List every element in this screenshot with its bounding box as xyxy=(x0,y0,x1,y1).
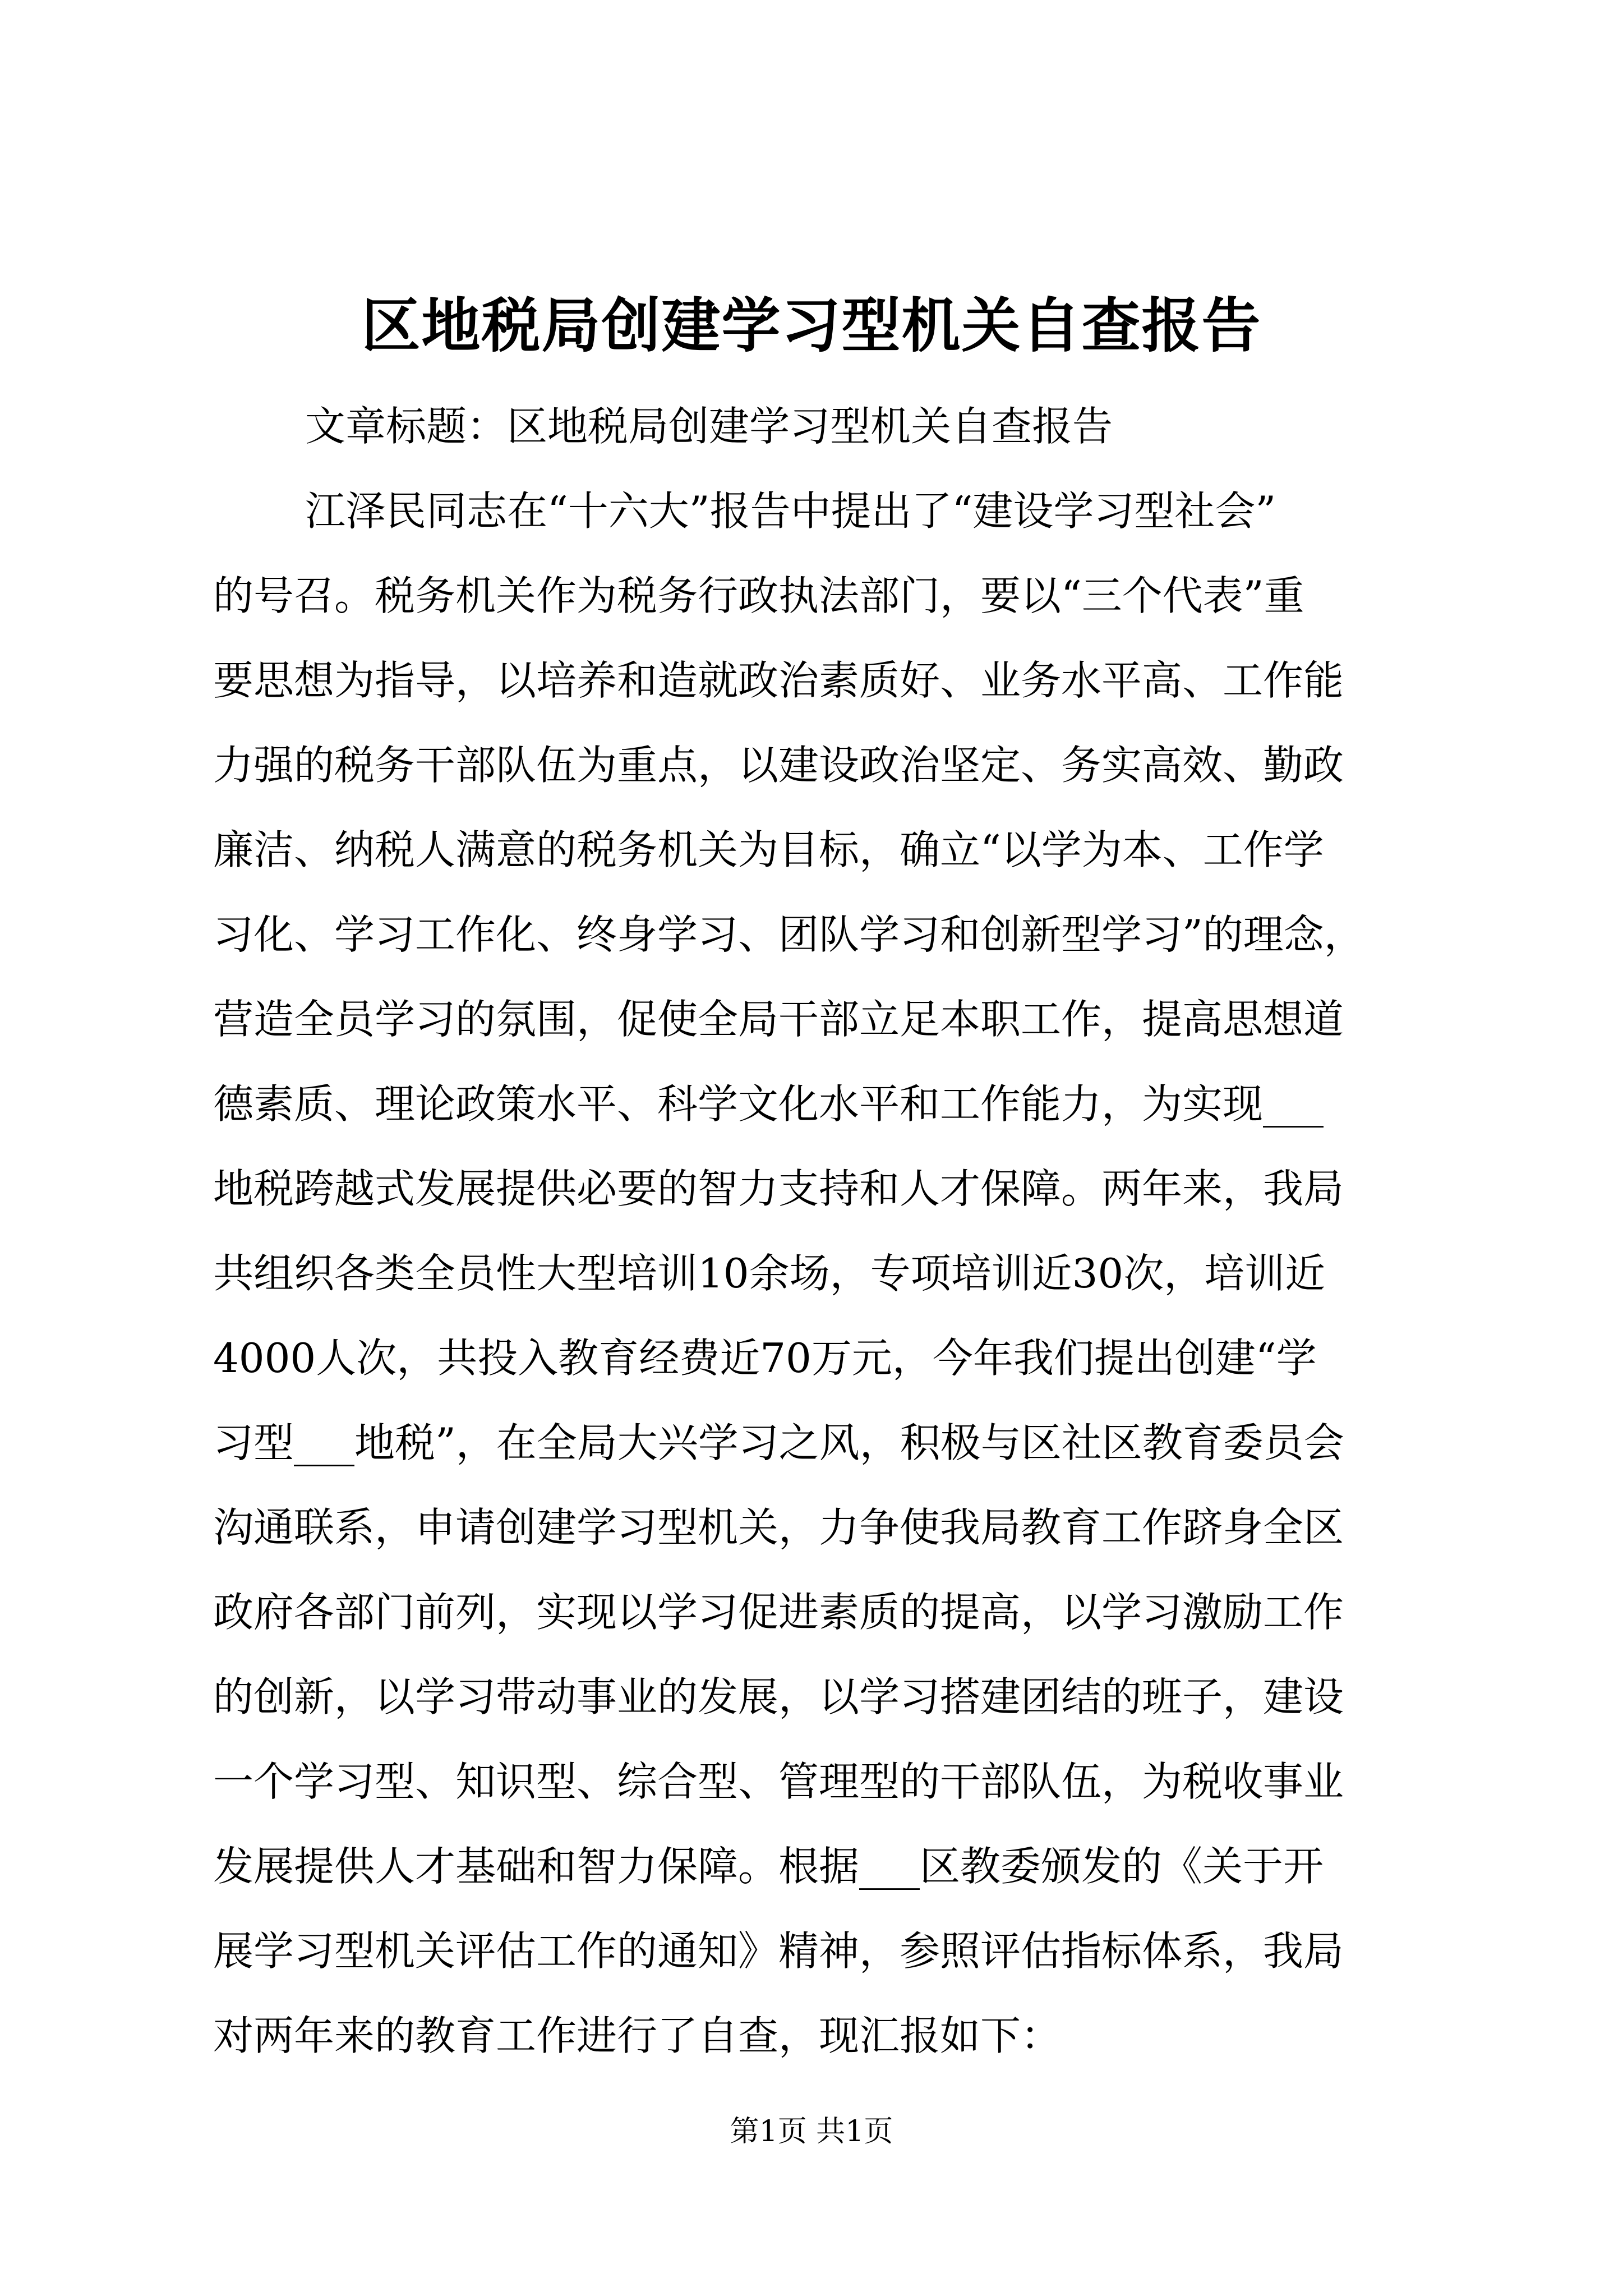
paragraph-line: 展学习型机关评估工作的通知》精神，参照评估指标体系，我局 xyxy=(213,1927,1344,1975)
paragraph-line: 地税跨越式发展提供必要的智力支持和人才保障。两年来，我局 xyxy=(213,1165,1344,1212)
paragraph-line: 一个学习型、知识型、综合型、管理型的干部队伍，为税收事业 xyxy=(213,1758,1344,1805)
page-number-footer: 第1页 共1页 xyxy=(730,2115,893,2148)
paragraph-line: 对两年来的教育工作进行了自查，现汇报如下： xyxy=(213,2012,1062,2059)
paragraph-line: 的号召。税务机关作为税务行政执法部门，要以“三个代表”重 xyxy=(213,572,1304,619)
paragraph-line: 江泽民同志在“十六大”报告中提出了“建设学习型社会” xyxy=(305,487,1276,535)
document-body xyxy=(213,384,1424,2078)
paragraph-line: 廉洁、纳税人满意的税务机关为目标，确立“以学为本、工作学 xyxy=(213,826,1324,873)
paragraph-line: 的创新，以学习带动事业的发展，以学习搭建团结的班子，建设 xyxy=(213,1673,1344,1720)
paragraph-line: 营造全员学习的氛围，促使全局干部立足本职工作，提高思想道 xyxy=(213,996,1344,1043)
paragraph-line: 力强的税务干部队伍为重点，以建设政治坚定、务实高效、勤政 xyxy=(213,742,1344,789)
paragraph-line: 习型___地税”，在全局大兴学习之风，积极与区社区教育委员会 xyxy=(213,1419,1344,1466)
paragraph-line: 政府各部门前列，实现以学习促进素质的提高，以学习激励工作 xyxy=(213,1589,1344,1636)
article-title-line: 文章标题：区地税局创建学习型机关自查报告 xyxy=(305,403,1113,450)
paragraph-line: 发展提供人才基础和智力保障。根据___区教委颁发的《关于开 xyxy=(213,1843,1324,1890)
paragraph-line: 沟通联系，申请创建学习型机关，力争使我局教育工作跻身全区 xyxy=(213,1504,1344,1551)
paragraph-line: 要思想为指导，以培养和造就政治素质好、业务水平高、工作能 xyxy=(213,657,1344,704)
paragraph-line: 共组织各类全员性大型培训10余场，专项培训近30次，培训近 xyxy=(213,1250,1326,1297)
paragraph-line: 4000人次，共投入教育经费近70万元，今年我们提出创建“学 xyxy=(213,1335,1317,1382)
paragraph-line: 德素质、理论政策水平、科学文化水平和工作能力，为实现___ xyxy=(213,1080,1324,1128)
document-title: 区地税局创建学习型机关自查报告 xyxy=(361,291,1262,360)
paragraph-line: 习化、学习工作化、终身学习、团队学习和创新型学习”的理念， xyxy=(213,911,1364,958)
